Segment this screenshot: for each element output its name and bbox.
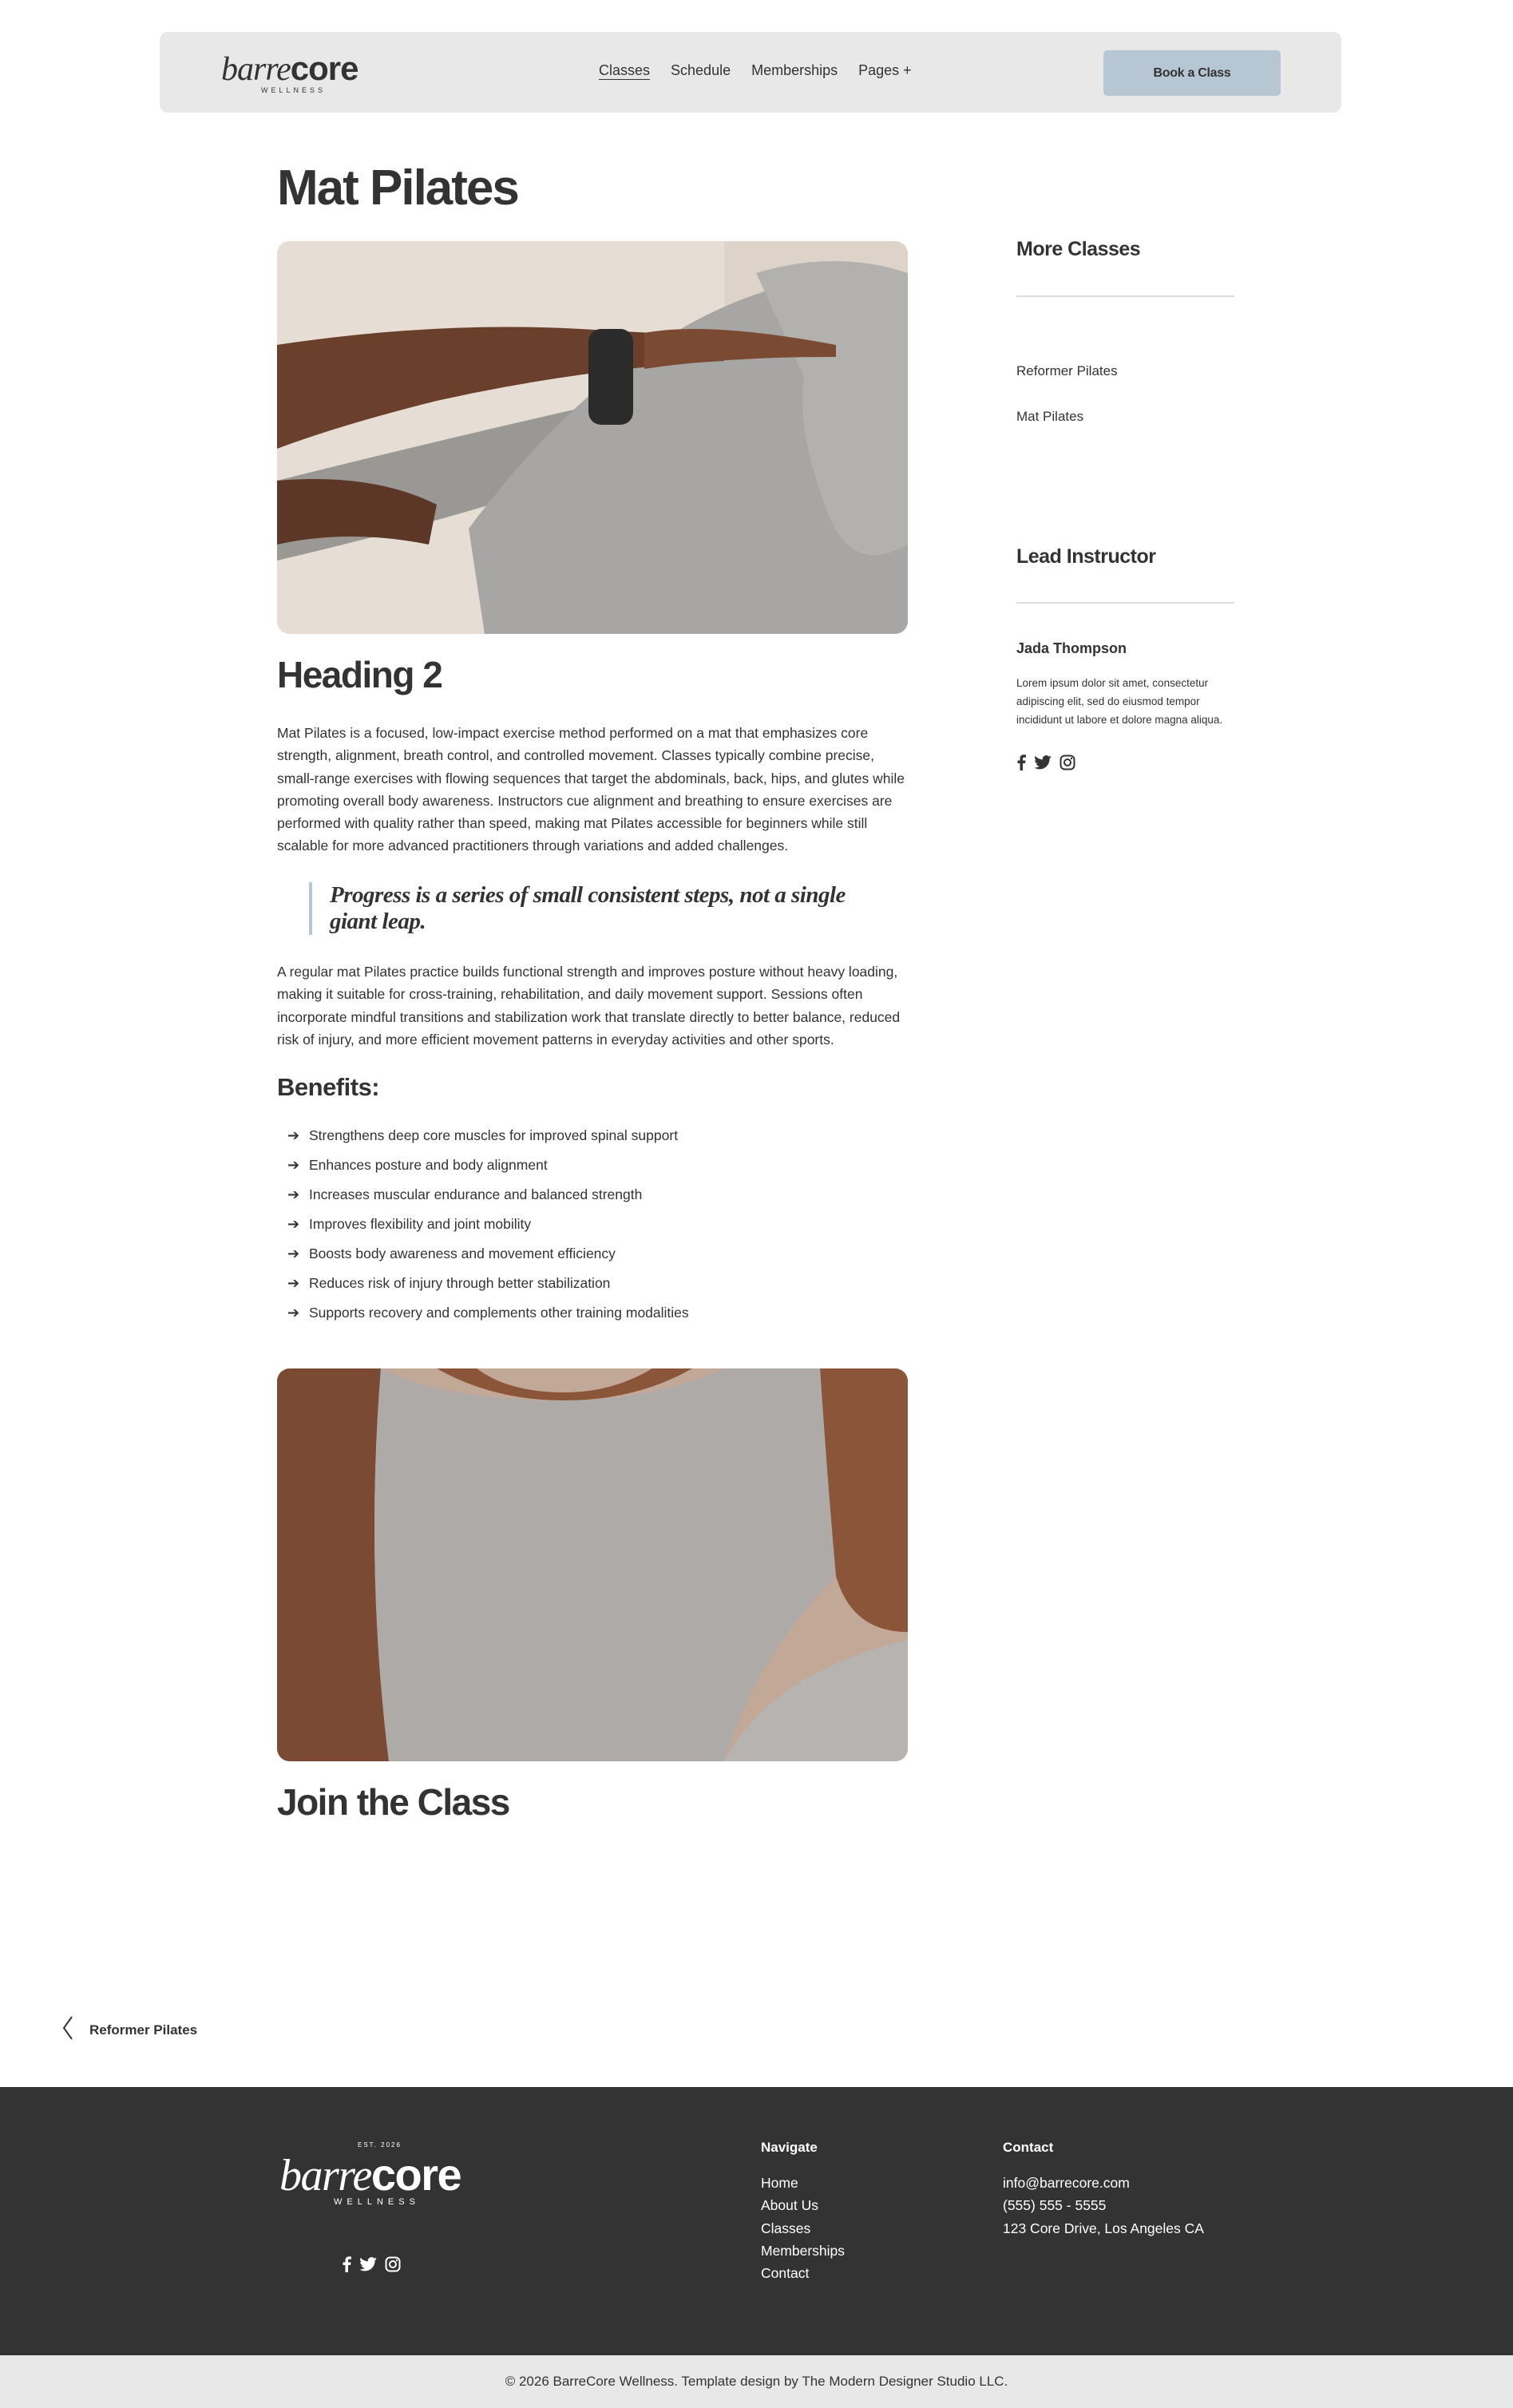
copyright-text: © 2026 BarreCore Wellness. Template design by The Modern Designer Studio LLC. [505,2374,1008,2389]
footer-link-classes[interactable]: Classes [761,2220,811,2236]
lead-instructor-title: Lead Instructor [1016,545,1156,568]
footer-email[interactable]: info@barrecore.com [1003,2175,1130,2191]
more-classes-title: More Classes [1016,238,1141,260]
instructor-bio: Lorem ipsum dolor sit amet, consectetur adipiscing elit, sed do eiusmod tempor incididunt ut labore et dolore magna aliqua. [1016,677,1223,726]
benefits-heading: Benefits: [277,1073,380,1101]
footer-link-home[interactable]: Home [761,2175,798,2191]
footer-contact-list [1003,2172,1204,2240]
footer-navigate-title: Navigate [761,2140,818,2155]
instagram-icon[interactable] [385,2256,401,2276]
arrow-right-icon: ➔ [287,1186,300,1202]
sidebar-link-reformer-pilates[interactable]: Reformer Pilates [1016,363,1118,378]
chevron-left-icon [62,2016,73,2044]
sidebar-link-mat-pilates[interactable]: Mat Pilates [1016,409,1084,424]
logo-bold-text: core [290,50,358,87]
footer-address: 123 Core Drive, Los Angeles CA [1003,2220,1204,2236]
instagram-icon[interactable] [1059,754,1075,774]
site-logo[interactable] [221,51,365,99]
list-item: ➔ Increases muscular endurance and balanced strength [287,1186,643,1202]
list-item: ➔ Improves flexibility and joint mobility [287,1216,532,1232]
footer-link-contact[interactable]: Contact [761,2265,810,2282]
logo-light-text: barre [221,51,291,88]
divider [1016,602,1234,604]
page-title: Mat Pilates [277,160,518,216]
footer-link-about[interactable]: About Us [761,2197,818,2214]
nav-memberships[interactable]: Memberships [751,62,838,78]
footer-logo[interactable] [279,2141,479,2213]
list-item: ➔ Enhances posture and body alignment [287,1157,548,1173]
intro-paragraph: Mat Pilates is a focused, low-impact exercise method performed on a mat that emphasizes core strength, alignment, breath control, and controlled movement. Classes typically combine precise, small-range exercises with flowing sequences that target the abdominals, back, hips, and glutes while promoting overall body awareness. Instructors cue alignment and breathing to ensure exercises are performed with quality rather than speed, making mat Pilates accessible for beginners while still scalable for more advanced practitioners through variations and added challenges. [277,725,905,854]
footer-logo-light: barre [279,2151,371,2200]
copyright-bar [0,2355,1513,2408]
footer-logo-bold: core [370,2149,461,2200]
arrow-right-icon: ➔ [287,1246,300,1261]
footer-logo-subtitle: WELLNESS [334,2197,420,2207]
footer-link-memberships[interactable]: Memberships [761,2242,846,2259]
list-item: ➔ Supports recovery and complements other training modalities [287,1305,689,1321]
footer-contact-title: Contact [1003,2140,1054,2155]
previous-class-link[interactable] [62,2016,197,2044]
nav-pages[interactable]: Pages + [858,62,912,78]
divider [1016,295,1234,297]
footer-phone[interactable]: (555) 555 - 5555 [1003,2197,1107,2214]
list-item: ➔ Strengthens deep core muscles for improved spinal support [287,1127,679,1143]
benefits-list [287,1127,689,1334]
arrow-right-icon: ➔ [287,1157,300,1173]
book-class-button[interactable]: Book a Class [1103,50,1281,96]
join-heading: Join the Class [277,1781,509,1823]
arrow-right-icon: ➔ [287,1216,300,1232]
nav-schedule[interactable]: Schedule [671,62,731,78]
site-footer [0,2087,1513,2355]
list-item: ➔ Boosts body awareness and movement efficiency [287,1246,616,1261]
twitter-icon[interactable] [1034,755,1052,774]
footer-logo-est: EST. 2026 [358,2141,402,2149]
body-paragraph: A regular mat Pilates practice builds functional strength and improves posture without heavy loading, making it suitable for cross-training, rehabilitation, and daily movement support. Sessions often incorporate mindful transitions and stabilization work that translate directly to better balance, reduced risk of injury, and more efficient movement patterns in everyday activities and other sports. [277,964,901,1048]
twitter-icon[interactable] [359,2257,377,2275]
instructor-name: Jada Thompson [1016,640,1127,656]
footer-nav-list [761,2172,845,2284]
pull-quote: Progress is a series of small consistent steps, not a single giant leap. [309,882,884,935]
hero-image [277,241,908,634]
instructor-social-links [1016,754,1075,774]
class-image [277,1368,908,1761]
logo-subtitle: WELLNESS [261,86,327,94]
arrow-right-icon: ➔ [287,1127,300,1143]
facebook-icon[interactable] [342,2256,351,2276]
footer-social-links [342,2256,401,2276]
site-header [160,32,1341,113]
nav-classes[interactable]: Classes [599,62,651,78]
arrow-right-icon: ➔ [287,1275,300,1291]
list-item: ➔ Reduces risk of injury through better stabilization [287,1275,611,1291]
arrow-right-icon: ➔ [287,1305,300,1321]
section-heading: Heading 2 [277,654,442,695]
previous-class-label: Reformer Pilates [89,2022,198,2038]
facebook-icon[interactable] [1016,754,1026,774]
main-nav [599,62,912,79]
